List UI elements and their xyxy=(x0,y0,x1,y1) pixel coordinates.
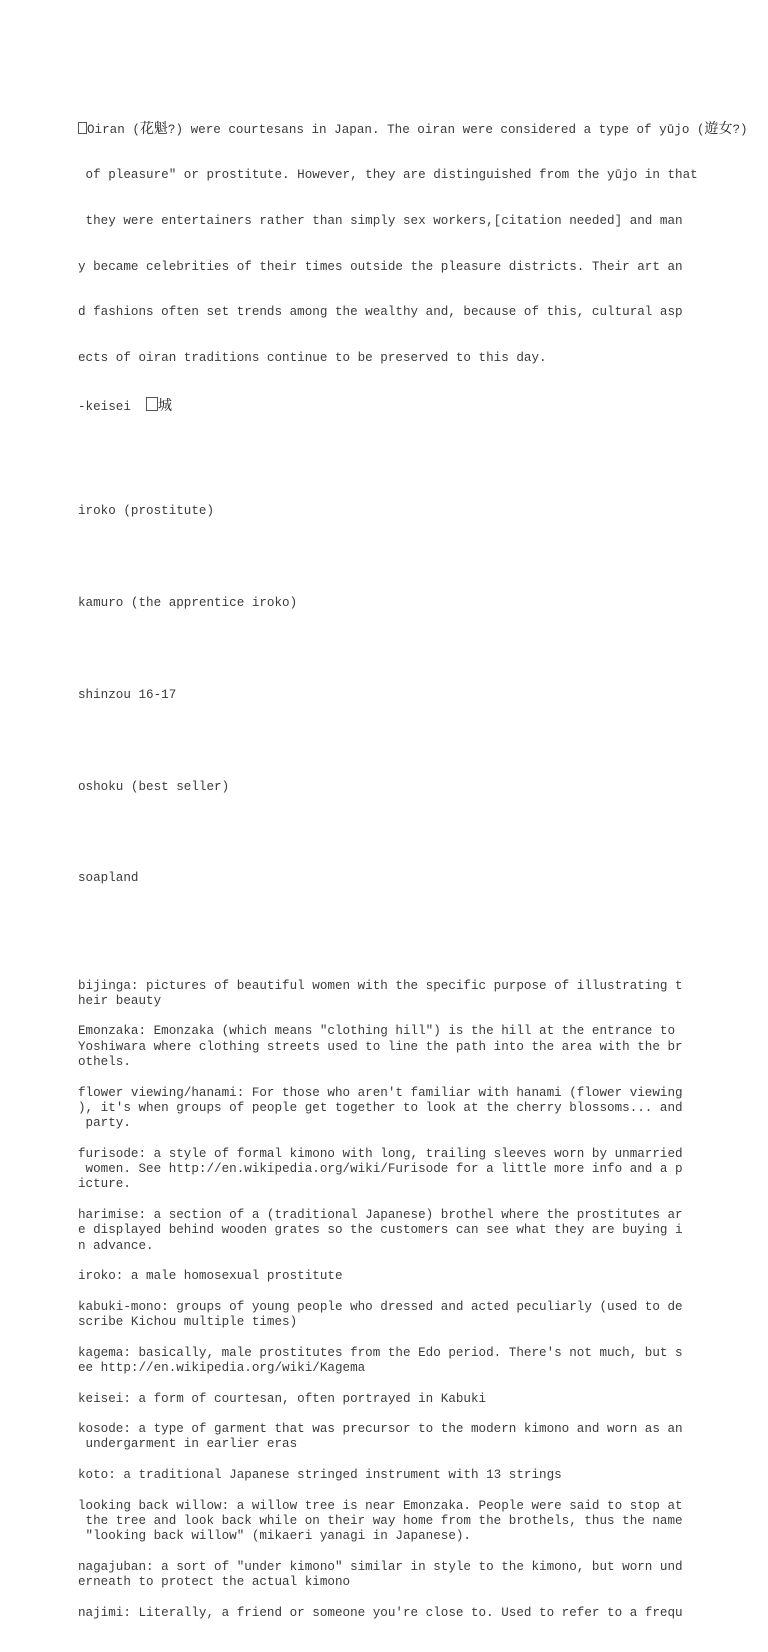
glossary-line: nagajuban: a sort of "under kimono" similar in style to the kimono, but worn und xyxy=(78,1559,683,1574)
spacer xyxy=(78,1590,768,1605)
spacer xyxy=(78,1193,768,1208)
glossary-line: keisei: a form of courtesan, often portrayed in Kabuki xyxy=(78,1391,487,1406)
glossary-line: n advance. xyxy=(78,1238,154,1253)
glossary-entry xyxy=(78,1086,768,1147)
intro-line-5: d fashions often set trends among the wealthy and, because of this, cultural asp xyxy=(78,305,683,320)
glossary-entry xyxy=(78,1392,768,1423)
spacer xyxy=(78,1407,768,1422)
spacer xyxy=(78,458,768,473)
spacer xyxy=(78,917,768,932)
glossary-line: harimise: a section of a (traditional Japanese) brothel where the prostitutes ar xyxy=(78,1207,683,1222)
intro-line-3: they were entertainers rather than simply sex workers,[citation needed] and man xyxy=(78,213,683,228)
glossary-line: othels. xyxy=(78,1055,131,1069)
glossary-line: ), it's when groups of people get together to look at the cherry blossoms... and xyxy=(78,1100,683,1115)
glossary-entry xyxy=(78,1422,768,1468)
spacer xyxy=(78,1545,768,1560)
spacer xyxy=(78,1483,768,1498)
intro-line-6: ects of oiran traditions continue to be preserved to this day. xyxy=(78,351,547,366)
spacer xyxy=(78,550,768,565)
intro-line-4: y became celebrities of their times outside the pleasure districts. Their art an xyxy=(78,259,683,274)
glossary-line: flower viewing/hanami: For those who aren't familiar with hanami (flower viewing xyxy=(78,1085,683,1100)
spacer xyxy=(78,1330,768,1345)
glossary-line: ee http://en.wikipedia.org/wiki/Kagema xyxy=(78,1360,366,1375)
glossary-line: furisode: a style of formal kimono with long, trailing sleeves worn by unmarried xyxy=(78,1146,683,1161)
spacer xyxy=(78,1376,768,1391)
glossary-line: undergarment in earlier eras xyxy=(78,1437,298,1452)
glossary-line: the tree and look back while on their way home from the brothels, thus the name xyxy=(78,1513,683,1528)
glossary-entry xyxy=(78,1560,768,1606)
glossary-line: kagema: basically, male prostitutes from the Edo period. There's not much, but s xyxy=(78,1345,683,1360)
glossary-entry xyxy=(78,1024,768,1085)
glossary-line: icture. xyxy=(78,1177,131,1192)
intro-line-1: Oiran (花魁?) were courtesans in Japan. The oiran were considered a type of yūjo (遊女?) xyxy=(78,122,768,137)
term-kamuro: kamuro (the apprentice iroko) xyxy=(78,596,298,611)
glossary-entry xyxy=(78,1606,768,1621)
glossary-entry xyxy=(78,979,768,1025)
glossary-line: looking back willow: a willow tree is near Emonzaka. People were said to stop at xyxy=(78,1498,683,1513)
missing-glyph-icon xyxy=(146,397,158,411)
glossary-line: iroko: a male homosexual prostitute xyxy=(78,1269,343,1284)
glossary-line: erneath to protect the actual kimono xyxy=(78,1575,351,1590)
spacer xyxy=(78,1070,768,1085)
spacer xyxy=(78,734,768,749)
spacer xyxy=(78,1453,768,1468)
glossary-entry xyxy=(78,1468,768,1499)
spacer xyxy=(78,642,768,657)
term-soapland: soapland xyxy=(78,871,139,886)
glossary-line: party. xyxy=(78,1116,131,1131)
spacer xyxy=(78,1284,768,1299)
glossary-line: koto: a traditional Japanese stringed instrument with 13 strings xyxy=(78,1468,562,1483)
spacer xyxy=(78,1254,768,1269)
term-iroko: iroko (prostitute) xyxy=(78,504,215,519)
intro-line-2: of pleasure" or prostitute. However, they are distinguished from the yūjo in that xyxy=(78,167,698,182)
glossary-line: e displayed behind wooden grates so the customers can see what they are buying i xyxy=(78,1223,683,1238)
glossary-line: women. See http://en.wikipedia.org/wiki/Furisode for a little more info and a p xyxy=(78,1162,683,1177)
glossary-line: kosode: a type of garment that was precursor to the modern kimono and worn as an xyxy=(78,1422,683,1437)
spacer xyxy=(78,826,768,841)
term-shinzou: shinzou 16-17 xyxy=(78,687,177,702)
glossary-entry xyxy=(78,1499,768,1560)
glossary-line: najimi: Literally, a friend or someone you're close to. Used to refer to a frequ xyxy=(78,1605,683,1620)
glossary-line: kabuki-mono: groups of young people who dressed and acted peculiarly (used to de xyxy=(78,1299,683,1314)
glossary-entry xyxy=(78,1147,768,1208)
spacer xyxy=(78,1131,768,1146)
glossary-list xyxy=(78,979,768,1621)
glossary-entry xyxy=(78,1269,768,1300)
glossary-line: scribe Kichou multiple times) xyxy=(78,1315,298,1330)
term-oshoku: oshoku (best seller) xyxy=(78,779,230,794)
glossary-entry xyxy=(78,1208,768,1269)
spacer xyxy=(78,1009,768,1024)
intro-line-7: -keisei 城 xyxy=(78,398,173,415)
glossary-line: Yoshiwara where clothing streets used to line the path into the area with the br xyxy=(78,1039,683,1054)
glossary-entry xyxy=(78,1300,768,1346)
glossary-line: "looking back willow" (mikaeri yanagi in Japanese). xyxy=(78,1529,471,1544)
document-text xyxy=(78,76,768,1652)
glossary-entry xyxy=(78,1346,768,1392)
glossary-line: bijinga: pictures of beautiful women with the specific purpose of illustrating t xyxy=(78,978,683,993)
glossary-line: heir beauty xyxy=(78,993,162,1008)
glossary-line: Emonzaka: Emonzaka (which means "clothing hill") is the hill at the entrance to xyxy=(78,1024,676,1039)
missing-glyph-icon xyxy=(78,122,87,134)
